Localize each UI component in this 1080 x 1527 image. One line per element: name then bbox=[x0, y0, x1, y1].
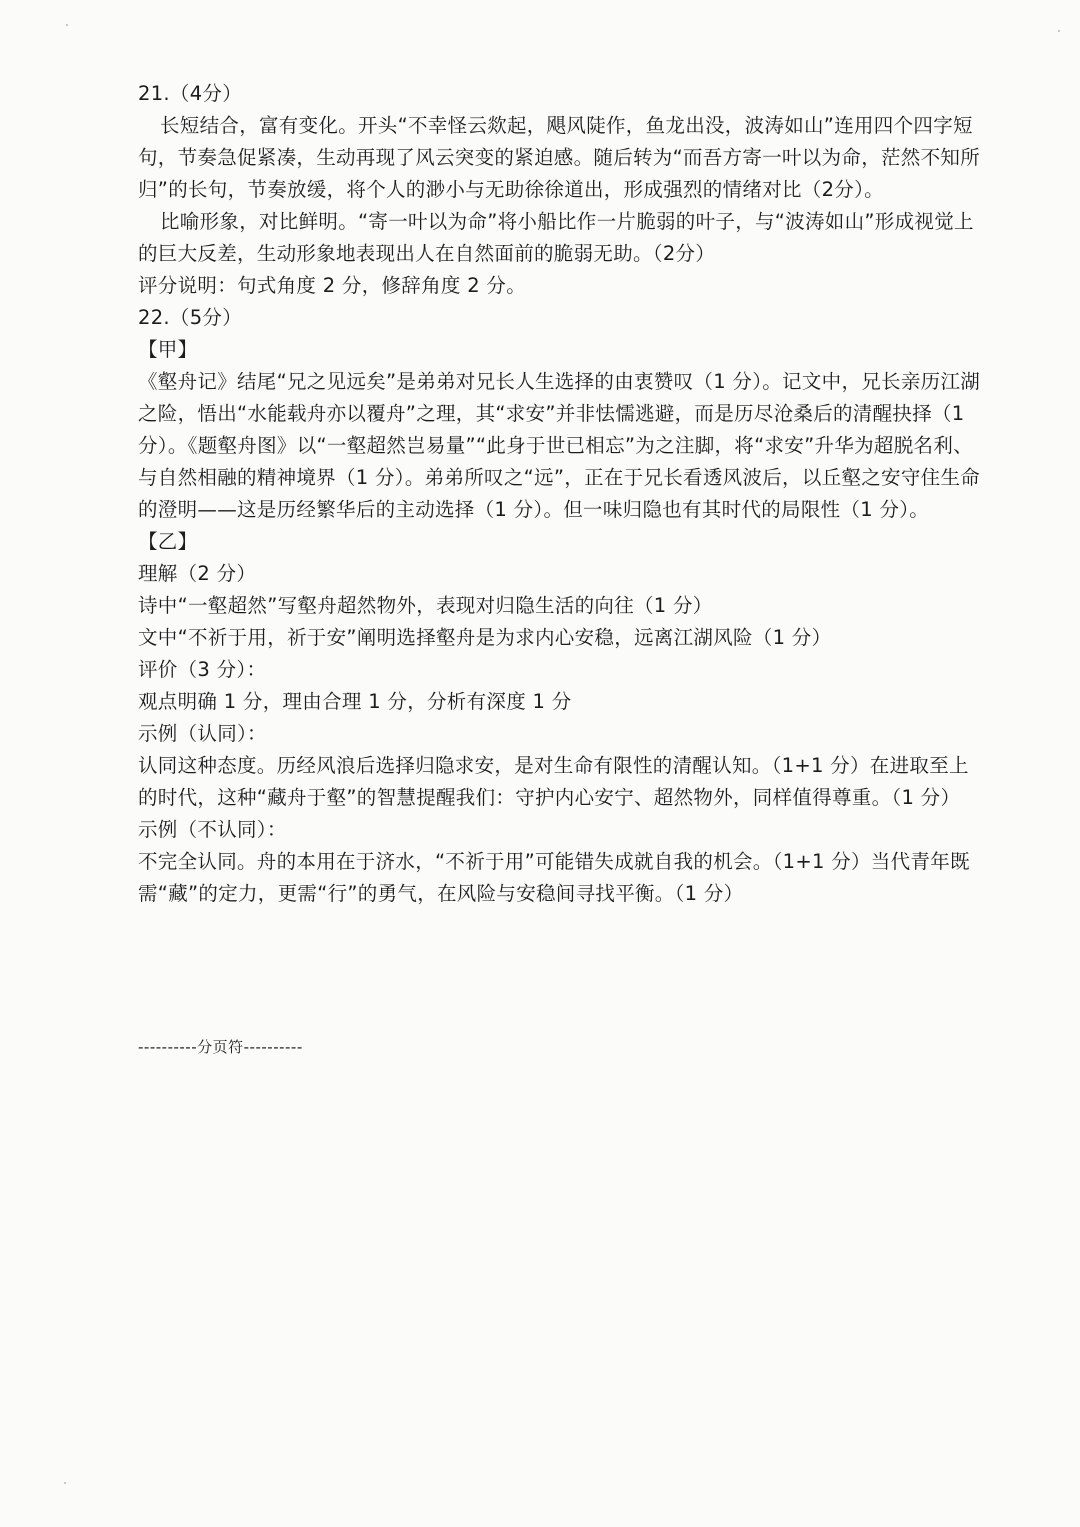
scan-speck bbox=[64, 1482, 66, 1484]
q21-heading: 21.（4分） bbox=[138, 82, 243, 105]
answer-content bbox=[138, 78, 984, 910]
q22-example-agree-heading: 示例（认同）： bbox=[138, 722, 267, 745]
q21-paragraph-1: 长短结合，富有变化。开头“不幸怪云欻起，飓风陡作，鱼龙出没，波涛如山”连用四个四字短句，节奏急促紧凑，生动再现了风云突变的紧迫感。随后转为“而吾方寄一叶以为命，茫然不知所归”的长句，节奏放缓，将个人的渺小与无助徐徐道出，形成强烈的情绪对比（2分）。 bbox=[138, 114, 981, 201]
q22-jia-label: 【甲】 bbox=[138, 338, 198, 361]
q22-understanding-heading: 理解（2 分） bbox=[138, 562, 257, 585]
q22-evaluation-criteria: 观点明确 1 分，理由合理 1 分，分析有深度 1 分 bbox=[138, 690, 572, 713]
q22-example-disagree-heading: 示例（不认同）： bbox=[138, 818, 287, 841]
q22-understanding-point-2: 文中“不祈于用，祈于安”阐明选择壑舟是为求内心安稳，远离江湖风险（1 分） bbox=[138, 626, 832, 649]
q22-yi-label: 【乙】 bbox=[138, 530, 198, 553]
q22-heading: 22.（5分） bbox=[138, 306, 243, 329]
q21-paragraph-2: 比喻形象，对比鲜明。“寄一叶以为命”将小船比作一片脆弱的叶子，与“波涛如山”形成视觉上的巨大反差，生动形象地表现出人在自然面前的脆弱无助。（2分） bbox=[138, 210, 974, 265]
q22-example-agree-text: 认同这种态度。历经风浪后选择归隐求安，是对生命有限性的清醒认知。（1+1 分）在进取至上的时代，这种“藏舟于壑”的智慧提醒我们：守护内心安宁、超然物外，同样值得尊重。（1 分） bbox=[138, 754, 969, 809]
q22-understanding-point-1: 诗中“一壑超然”写壑舟超然物外，表现对归隐生活的向往（1 分） bbox=[138, 594, 713, 617]
page-break-marker: ----------分页符---------- bbox=[138, 1038, 303, 1056]
scan-speck bbox=[1058, 30, 1060, 32]
scan-speck bbox=[66, 24, 68, 26]
q22-evaluation-heading: 评价（3 分）： bbox=[138, 658, 267, 681]
q21-scoring-note: 评分说明：句式角度 2 分，修辞角度 2 分。 bbox=[138, 274, 527, 297]
q22-jia-text: 《壑舟记》结尾“兄之见远矣”是弟弟对兄长人生选择的由衷赞叹（1 分）。记文中，兄长亲历江湖之险，悟出“水能载舟亦以覆舟”之理，其“求安”并非怯懦逃避，而是历尽沧桑后的清醒抉择（1 分）。《题壑舟图》以“一壑超然岂易量”“此身于世已相忘”为之注脚，将“求安”升华为超脱名利、与自然相融的精神境界（1 分）。弟弟所叹之“远”，正在于兄长看透风波后，以丘壑之安守住生命的澄明——这是历经繁华后的主动选择（1 分）。但一味归隐也有其时代的局限性（1 分）。 bbox=[138, 370, 981, 521]
q22-example-disagree-text: 不完全认同。舟的本用在于济水，“不祈于用”可能错失成就自我的机会。（1+1 分）当代青年既需“藏”的定力，更需“行”的勇气，在风险与安稳间寻找平衡。（1 分） bbox=[138, 850, 970, 905]
